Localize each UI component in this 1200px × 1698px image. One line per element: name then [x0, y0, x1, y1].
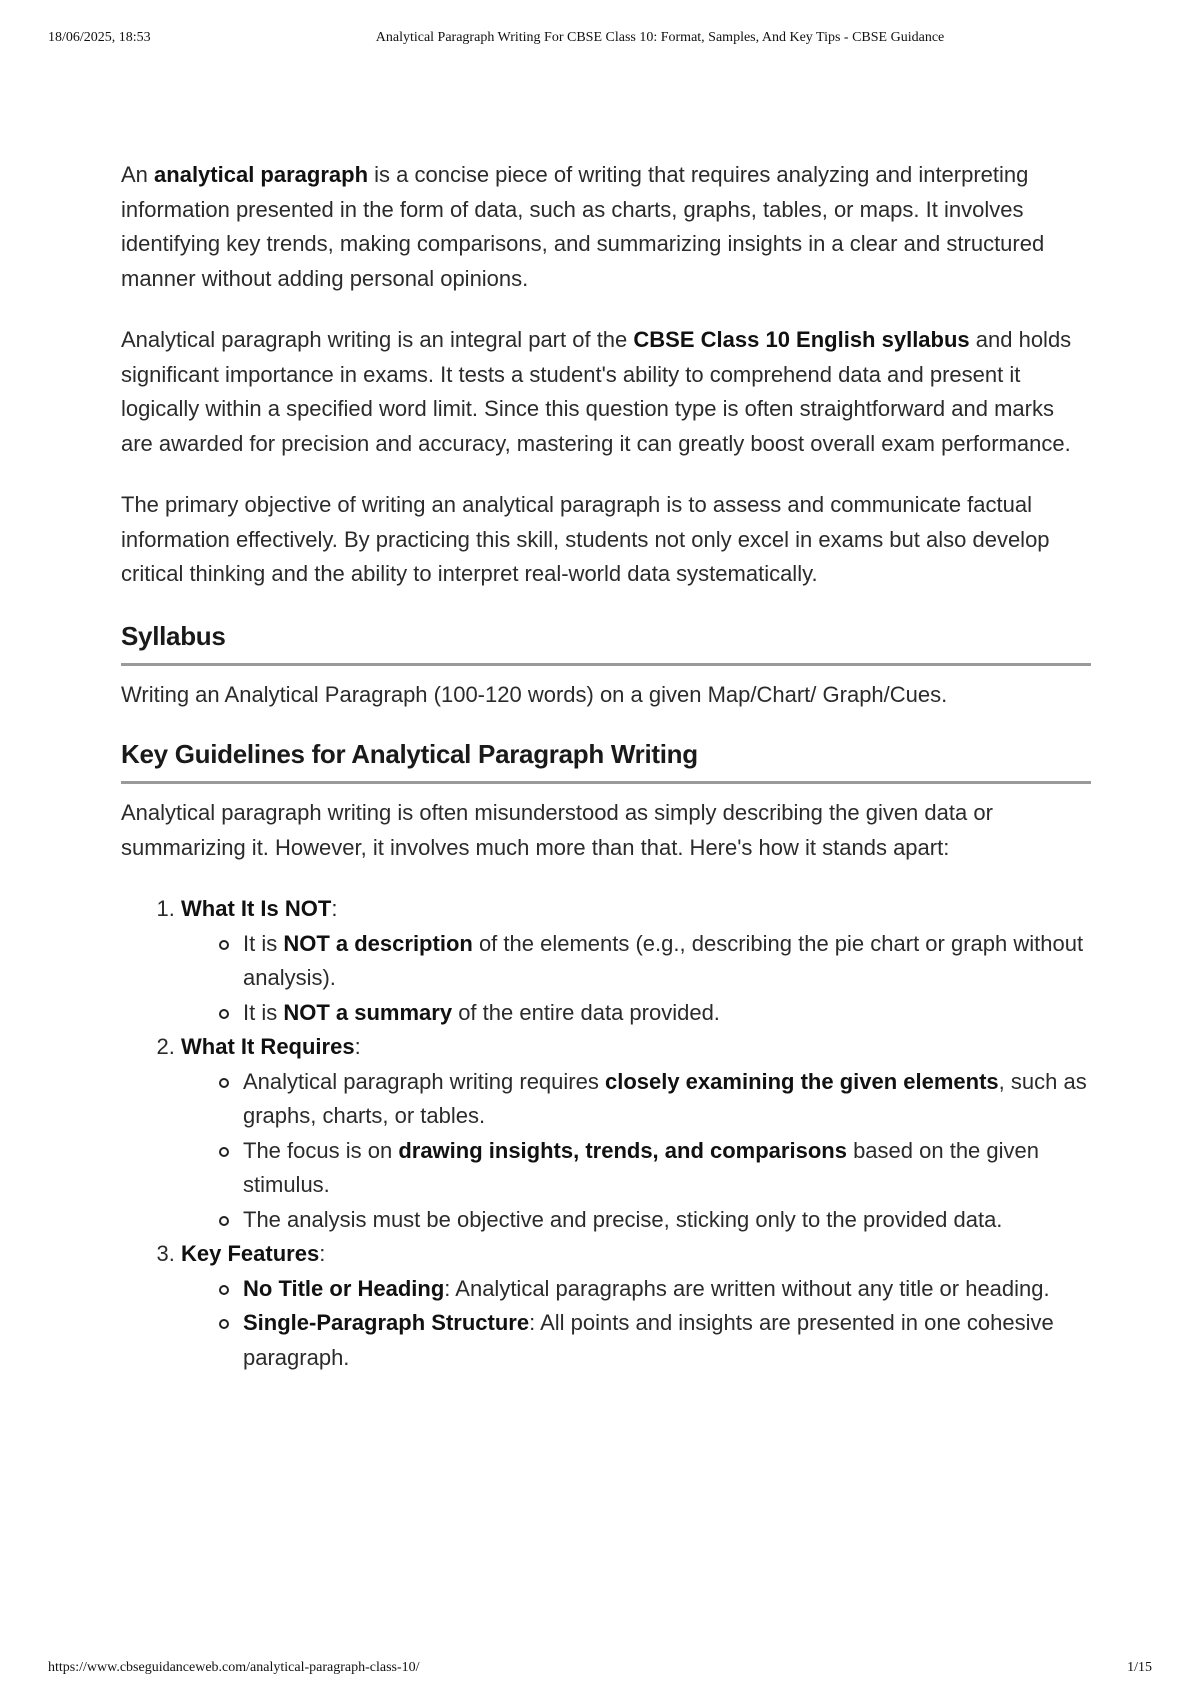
point-text: The analysis must be objective and precise, sticking only to the provided data.	[243, 1206, 1003, 1232]
list-item	[181, 1030, 1091, 1237]
sub-list-item	[243, 1134, 1091, 1203]
syllabus-text: Writing an Analytical Paragraph (100-120 words) on a given Map/Chart/ Graph/Cues.	[121, 682, 948, 707]
sub-list-item	[243, 1272, 1091, 1307]
guidelines-heading: Key Guidelines for Analytical Paragraph Writing	[121, 737, 1091, 785]
point-bold: NOT a summary	[283, 999, 453, 1025]
list-item-suffix: :	[319, 1241, 326, 1266]
sub-list	[181, 927, 1091, 1031]
point-text-end: : Analytical paragraphs are written without any title or heading.	[444, 1275, 1050, 1301]
point-bold: closely examining the given elements	[604, 1068, 999, 1094]
point-bold: No Title or Heading	[243, 1275, 445, 1301]
point-text: The focus is on	[243, 1137, 399, 1163]
sub-list-item	[243, 1203, 1091, 1238]
point-bold: drawing insights, trends, and comparisons	[398, 1137, 847, 1163]
sub-list	[181, 1272, 1091, 1376]
article-body	[121, 158, 1091, 1375]
page-number: 1/15	[1127, 1660, 1152, 1675]
intro-p1-bold: analytical paragraph	[154, 162, 369, 187]
intro-p1-text-end: is a concise piece of writing that requires analyzing and interpreting information presented in the form of data, such as charts, graphs, tables, or maps. It involves identifying key trends, making comparisons, and summarizing insights in a clear and structured manner without adding personal opinions.	[121, 162, 1045, 291]
syllabus-heading: Syllabus	[121, 619, 1091, 667]
list-item-label: Key Features	[181, 1241, 320, 1266]
sub-list-item	[243, 1306, 1091, 1375]
list-item-suffix: :	[354, 1034, 361, 1059]
intro-paragraph-2	[121, 323, 1091, 461]
point-text-end: of the elements (e.g., describing the pie chart or graph without analysis).	[243, 930, 1084, 990]
point-text: It is	[243, 930, 284, 956]
sub-list-item	[243, 996, 1091, 1031]
intro-p1-text: An	[121, 162, 155, 187]
sub-list	[181, 1065, 1091, 1238]
intro-p2-text: Analytical paragraph writing is an integral part of the	[121, 327, 634, 352]
point-text-end: based on the given stimulus.	[243, 1137, 1039, 1197]
guidelines-intro: Analytical paragraph writing is often misunderstood as simply describing the given data or summarizing it. However, it involves much more than that. Here's how it stands apart:	[121, 800, 993, 860]
point-text-end: of the entire data provided.	[452, 999, 720, 1025]
point-bold: Single-Paragraph Structure	[243, 1310, 530, 1335]
intro-p2-bold: CBSE Class 10 English syllabus	[633, 327, 970, 352]
print-footer	[48, 1660, 1152, 1680]
list-item-label: What It Is NOT	[181, 896, 332, 921]
point-bold: NOT a description	[283, 930, 473, 956]
sub-list-item	[243, 927, 1091, 996]
list-item-suffix: :	[331, 896, 338, 921]
sub-list-item	[243, 1065, 1091, 1134]
list-item	[181, 1237, 1091, 1375]
point-text: Analytical paragraph writing requires	[243, 1068, 605, 1094]
guidelines-list	[121, 892, 1091, 1375]
print-datetime: 18/06/2025, 18:53	[48, 30, 151, 45]
intro-paragraph-3: The primary objective of writing an analytical paragraph is to assess and communicate factual information effectively. By practicing this skill, students not only excel in exams but also develop critical thinking and the ability to interpret real-world data systematically.	[121, 492, 1050, 586]
intro-p2-text-end: and holds significant importance in exams. It tests a student's ability to comprehend data and present it logically within a specified word limit. Since this question type is often straightforward and marks are awarded for precision and accuracy, mastering it can greatly boost overall exam performance.	[121, 327, 1072, 456]
print-url: https://www.cbseguidanceweb.com/analytical-paragraph-class-10/	[48, 1660, 420, 1675]
point-text-end: , such as graphs, charts, or tables.	[243, 1068, 1087, 1128]
list-item-label: What It Requires	[181, 1034, 355, 1059]
print-header	[48, 30, 1152, 50]
list-item	[181, 892, 1091, 1030]
print-page-title: Analytical Paragraph Writing For CBSE Class 10: Format, Samples, And Key Tips - CBSE Guidance	[375, 30, 945, 45]
point-text: It is	[243, 999, 284, 1025]
point-text-end: : All points and insights are presented in one cohesive paragraph.	[243, 1310, 1054, 1370]
intro-paragraph-1	[121, 158, 1091, 296]
